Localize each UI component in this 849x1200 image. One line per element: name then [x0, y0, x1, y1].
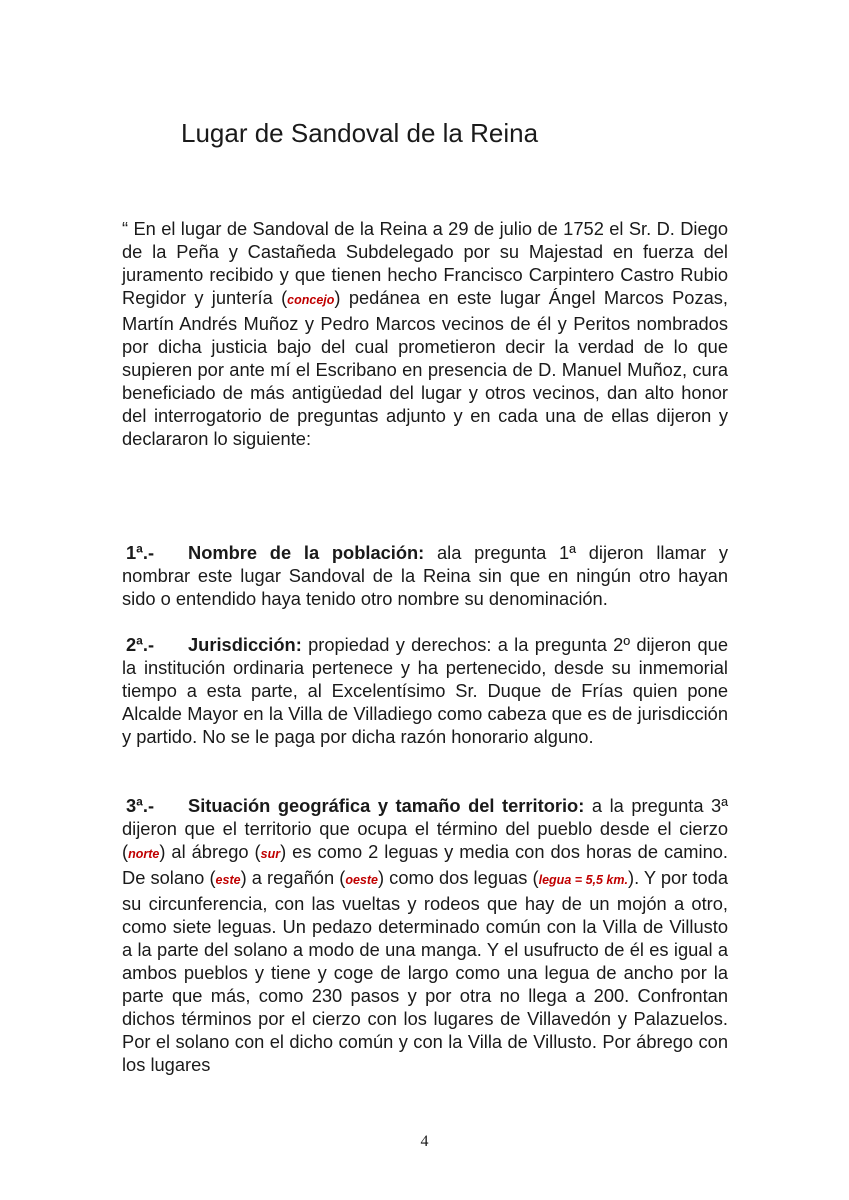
question-3-text-6: ). Y por toda su circunferencia, con las vueltas y rodeos que hay de un mojón a otro, como siete leguas. Un pedazo determinado común con la Villa de Villusto a la parte del solano a modo de una manga. Y el usufructo de él es igual a ambos pueblos y tiene y coge de largo como una legua de ancho por la parte que más, como 230 pasos y por otra no llega a 200. Confrontan dichos términos por el cierzo con los lugares de Villavedón y Palazuelos. Por el solano con el dicho común y con la Villa de Villusto. Por ábrego con los lugares	[122, 867, 728, 1075]
note-sur: sur	[260, 847, 281, 861]
note-norte: norte	[128, 847, 160, 861]
question-1-number: 1ª.-	[126, 542, 155, 563]
note-concejo: concejo	[287, 293, 335, 307]
question-2-paragraph	[122, 633, 728, 748]
note-oeste: oeste	[345, 873, 378, 887]
question-3-text-2: ) al ábrego (	[159, 841, 261, 862]
question-3-paragraph	[122, 794, 728, 1076]
question-3-text-3: ) es como 2 leguas y media con dos horas de camino. De solano (	[122, 841, 728, 888]
question-1-text: ala pregunta 1ª dijeron llamar y nombrar este lugar Sandoval de la Reina sin que en ningún otro hayan sido o entendido haya tenido otro nombre su denominación.	[122, 542, 728, 609]
question-3-text-5: ) como dos leguas (	[377, 867, 539, 888]
intro-text-2: ) pedánea en este lugar Ángel Marcos Pozas, Martín Andrés Muñoz y Pedro Marcos vecinos de él y Peritos nombrados por dicha justicia bajo del cual prometieron decir la verdad de lo que supieren por ante mí el Escribano en presencia de D. Manuel Muñoz, cura beneficiado de más antigüedad del lugar y otros vecinos, dan alto honor del interrogatorio de preguntas adjunto y en cada una de ellas dijeron y declararon lo siguiente:	[122, 287, 728, 449]
question-1-heading: Nombre de la población:	[188, 542, 425, 563]
question-3-text-4: ) a regañón (	[240, 867, 346, 888]
page-title: Lugar de Sandoval de la Reina	[181, 118, 539, 148]
question-1-paragraph	[122, 541, 728, 610]
note-legua: legua = 5,5 km.	[538, 873, 628, 887]
page-number: 4	[420, 1133, 429, 1150]
question-2-heading: Jurisdicción:	[188, 634, 302, 655]
question-2-number: 2ª.-	[126, 634, 155, 655]
question-2-text: propiedad y derechos: a la pregunta 2º dijeron que la institución ordinaria pertenece y ha pertenecido, desde su inmemorial tiempo a esta parte, al Excelentísimo Sr. Duque de Frías quien pone Alcalde Mayor en la Villa de Villadiego como cabeza que es de jurisdicción y partido. No se le paga por dicha razón honorario alguno.	[122, 634, 728, 747]
intro-text-1: “ En el lugar de Sandoval de la Reina a 29 de julio de 1752 el Sr. D. Diego de la Peña y Castañeda Subdelegado por su Majestad en fuerza del juramento recibido y que tienen hecho Francisco Carpintero Castro Rubio Regidor y juntería (	[122, 218, 728, 308]
question-3-heading: Situación geográfica y tamaño del territorio:	[188, 795, 585, 816]
question-3-number: 3ª.-	[126, 795, 155, 816]
intro-paragraph	[122, 217, 728, 450]
question-3-text-1: a la pregunta 3ª dijeron que el territorio que ocupa el término del pueblo desde el cierzo (	[122, 795, 728, 862]
note-este: este	[215, 873, 241, 887]
